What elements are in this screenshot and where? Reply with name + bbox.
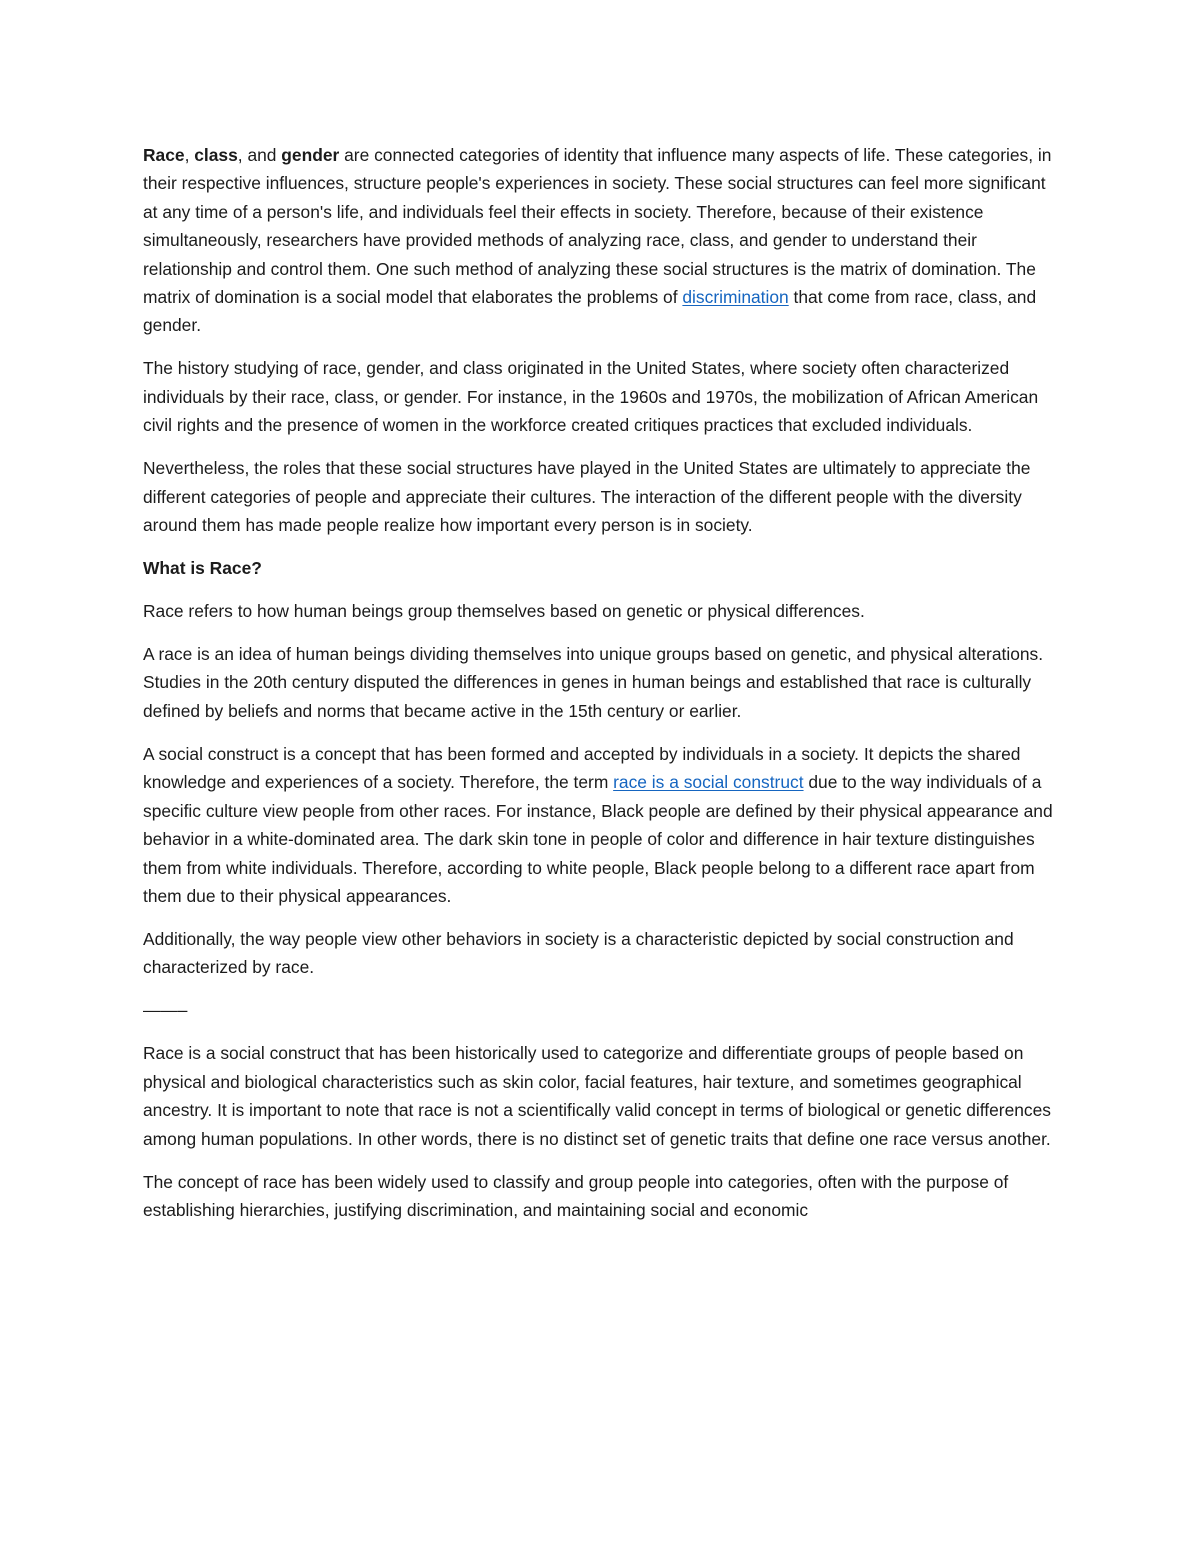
text-separator: ,: [184, 145, 195, 165]
paragraph-social-construct: [143, 740, 1063, 910]
paragraph-additionally: Additionally, the way people view other behaviors in society is a characteristic depicted by social construction and characterized by race.: [143, 928, 1014, 978]
section-separator: ——–: [143, 1000, 188, 1021]
paragraph-text: A social construct is a concept that has been formed and accepted by individuals in a society. It depicts the shared knowledge and experiences of a society. Therefore, the term: [143, 743, 1021, 793]
paragraph-text: that come from race, class, and gender.: [143, 287, 1037, 336]
paragraph-race-definition: Race refers to how human beings group themselves based on genetic or physical differences.: [143, 601, 865, 622]
discrimination-link[interactable]: discrimination: [682, 287, 789, 308]
paragraph-intro: [143, 141, 1063, 340]
paragraph-concept-of-race: The concept of race has been widely used to classify and group people into categories, often with the purpose of establishing hierarchies, justifying discrimination, and maintaining social and economic: [143, 1171, 1009, 1220]
term-gender: gender: [281, 145, 340, 165]
race-social-construct-link[interactable]: race is a social construct: [613, 772, 804, 793]
paragraph-history: The history studying of race, gender, and class originated in the United States, where society often characterized individuals by their race, class, or gender. For instance, in the 1960s and 1970s, the mobilization of African American civil rights and the presence of women in the workforce created critiques practices that excluded individuals.: [143, 358, 1039, 436]
term-race: Race: [143, 145, 185, 165]
text-separator: , and: [237, 145, 282, 165]
paragraph-race-social-construct: Race is a social construct that has been historically used to categorize and differentiate groups of people based on physical and biological characteristics such as skin color, facial features, hair texture, and sometimes geographical ancestry. It is important to note that race is not a scientifically valid concept in terms of biological or genetic differences among human populations. In other words, there is no distinct set of genetic traits that define one race versus another.: [143, 1043, 1051, 1149]
paragraph-text: due to the way individuals of a specific culture view people from other races. For instance, Black people are defined by their physical appearance and behavior in a white-dominated area. The dark skin tone in people of color and difference in hair texture distinguishes them from white individuals. Therefore, according to white people, Black people belong to a different race apart from them due to their physical appearances.: [143, 772, 1053, 906]
heading-what-is-race: What is Race?: [143, 558, 262, 579]
paragraph-nevertheless: Nevertheless, the roles that these social structures have played in the United States are ultimately to appreciate the different categories of people and appreciate their cultures. The interaction of the different people with the diversity around them has made people realize how important every person is in society.: [143, 458, 1031, 536]
document-body: [143, 141, 1063, 1239]
paragraph-race-idea: A race is an idea of human beings dividing themselves into unique groups based on genetic, and physical alterations. Studies in the 20th century disputed the differences in genes in human beings and established that race is culturally defined by beliefs and norms that became active in the 15th century or earlier.: [143, 644, 1044, 721]
term-class: class: [194, 145, 238, 165]
paragraph-text: are connected categories of identity that influence many aspects of life. These categories, in their respective influences, structure people's experiences in society. These social structures can feel more significant at any time of a person's life, and individuals feel their effects in society. Therefore, because of their existence simultaneously, researchers have provided methods of analyzing race, class, and gender to understand their relationship and control them. One such method of analyzing these social structures is the matrix of domination. The matrix of domination is a social model that elaborates the problems of: [143, 145, 1052, 308]
